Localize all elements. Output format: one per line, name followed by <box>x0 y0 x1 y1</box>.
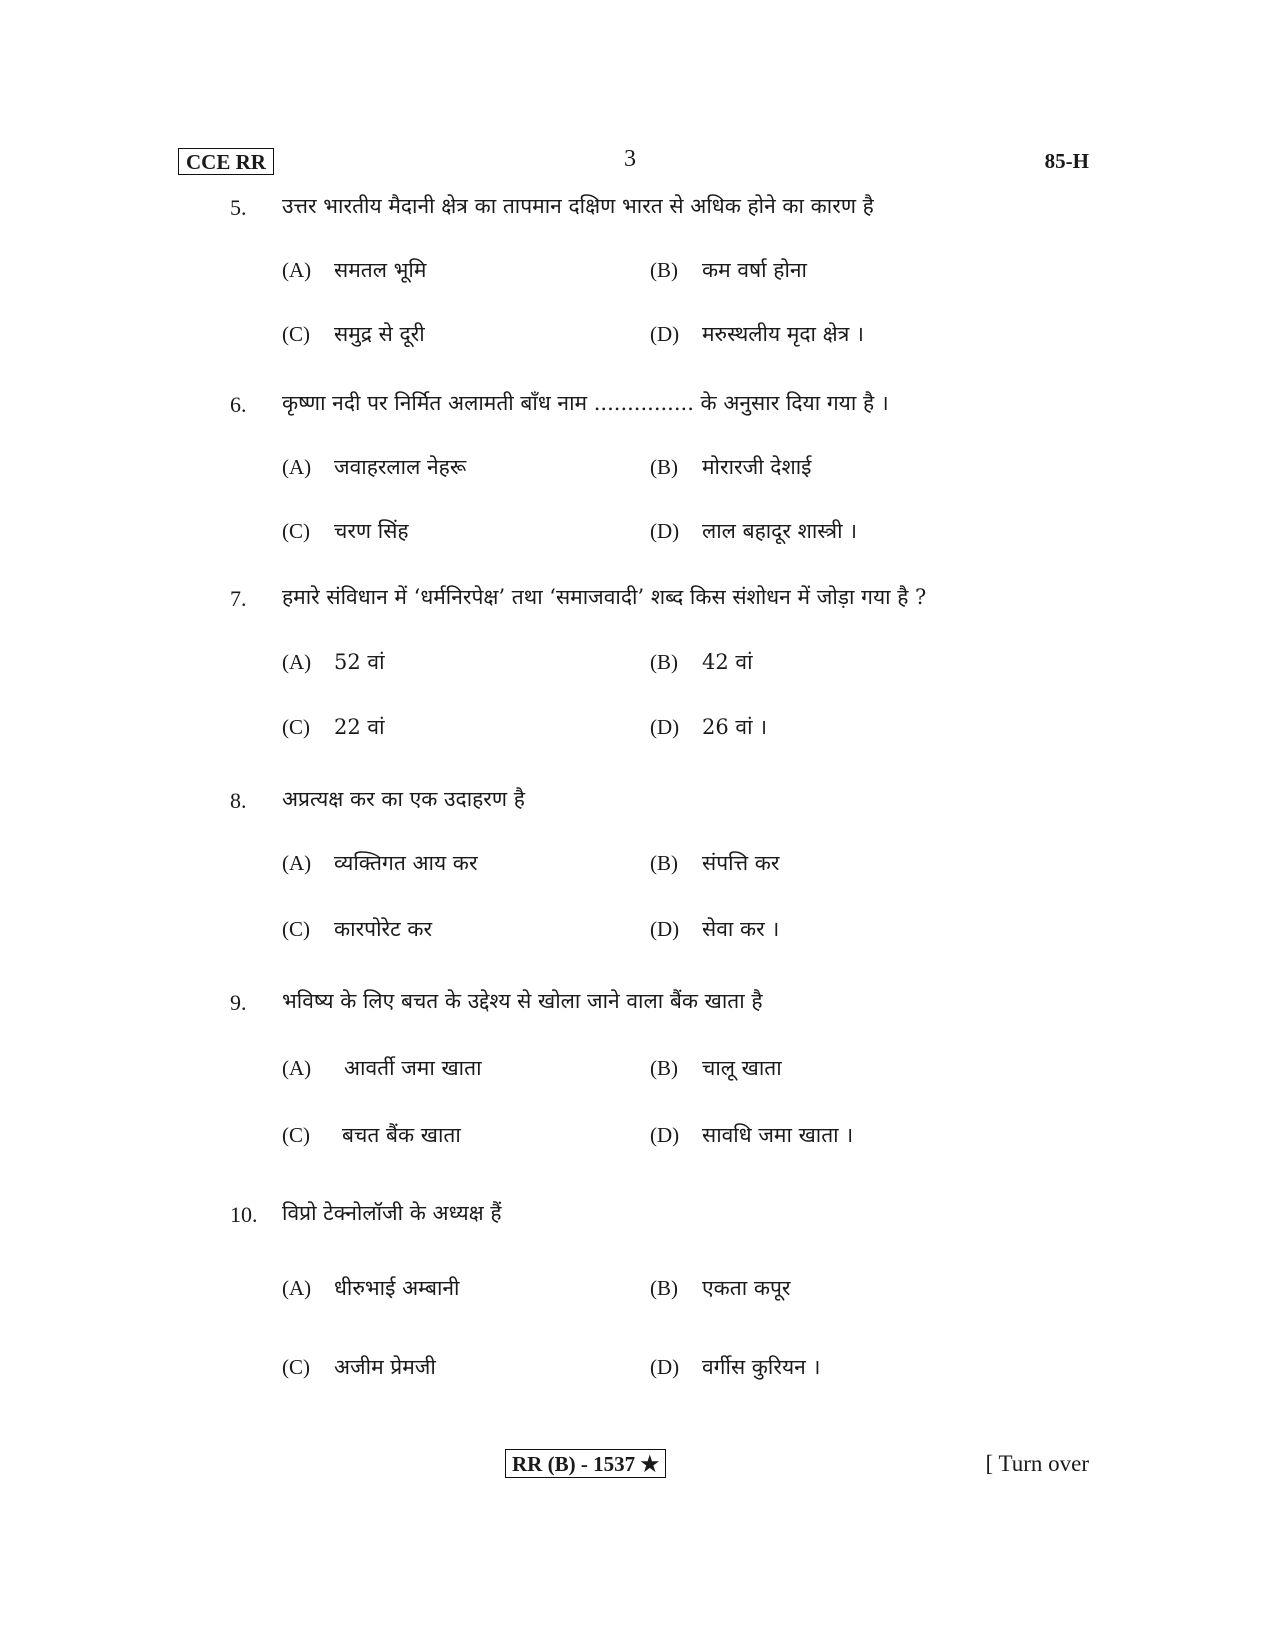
option-c <box>282 712 385 742</box>
option-letter: (C) <box>282 322 310 346</box>
option-text: समुद्र से दूरी <box>334 322 425 346</box>
option-d <box>650 319 864 349</box>
option-a <box>282 647 385 677</box>
option-text: कम वर्षा होना <box>702 258 807 282</box>
option-b <box>650 452 812 482</box>
option-d <box>650 1352 820 1382</box>
option-c <box>282 1120 461 1150</box>
option-a <box>282 848 478 878</box>
question-text: उत्तर भारतीय मैदानी क्षेत्र का तापमान दक्षिण भारत से अधिक होने का कारण है <box>282 194 874 218</box>
option-b <box>650 1053 782 1083</box>
option-letter: (A) <box>282 1276 312 1300</box>
question-number: 7. <box>230 586 247 611</box>
option-a <box>282 1053 482 1083</box>
option-text: चरण सिंह <box>334 519 409 543</box>
option-letter: (B) <box>650 650 678 674</box>
option-b <box>650 848 779 878</box>
option-text: समतल भूमि <box>334 258 427 282</box>
option-letter: (A) <box>282 455 312 479</box>
option-text: मरुस्थलीय मृदा क्षेत्र । <box>702 322 864 346</box>
option-text: एकता कपूर <box>702 1276 791 1300</box>
option-text: 42 वां <box>702 650 753 674</box>
question-number: 10. <box>230 1202 258 1227</box>
option-letter: (C) <box>282 917 310 941</box>
option-letter: (D) <box>650 322 680 346</box>
option-d <box>650 516 857 546</box>
option-a <box>282 452 466 482</box>
question-number: 5. <box>230 195 247 220</box>
option-d <box>650 1120 853 1150</box>
option-text: जवाहरलाल नेहरू <box>334 455 467 479</box>
question-text: विप्रो टेक्नोलॉजी के अध्यक्ष हैं <box>282 1201 502 1225</box>
question-number: 9. <box>230 990 247 1015</box>
option-c <box>282 319 425 349</box>
option-b <box>650 647 753 677</box>
option-text: अजीम प्रेमजी <box>334 1355 436 1379</box>
option-text: व्यक्तिगत आय कर <box>334 851 478 875</box>
option-letter: (C) <box>282 715 310 739</box>
option-c <box>282 914 432 944</box>
option-letter: (C) <box>282 519 310 543</box>
question-text: हमारे संविधान में ‘धर्मनिरपेक्ष’ तथा ‘समाजवादी’ शब्द किस संशोधन में जोड़ा गया है ? <box>282 585 927 609</box>
option-text: सेवा कर । <box>702 917 780 941</box>
question-text: कृष्णा नदी पर निर्मित अलामती बाँध नाम ............... के अनुसार दिया गया है । <box>282 391 889 415</box>
header-subject-code: 85-H <box>1044 149 1089 173</box>
option-c <box>282 516 409 546</box>
option-text: 22 वां <box>334 715 385 739</box>
option-letter: (C) <box>282 1355 310 1379</box>
option-text: कारपोरेट कर <box>334 917 433 941</box>
option-d <box>650 712 767 742</box>
option-a <box>282 1273 460 1303</box>
option-letter: (B) <box>650 851 678 875</box>
option-text: 26 वां । <box>702 715 768 739</box>
option-text: मोरारजी देशाई <box>702 455 812 479</box>
option-letter: (A) <box>282 258 312 282</box>
header-paper-code: CCE RR <box>178 148 274 175</box>
option-letter: (D) <box>650 1123 680 1147</box>
question-number: 8. <box>230 788 247 813</box>
option-letter: (B) <box>650 1276 678 1300</box>
question-text: अप्रत्यक्ष कर का एक उदाहरण है <box>282 787 525 811</box>
option-text: धीरुभाई अम्बानी <box>334 1276 460 1300</box>
option-c <box>282 1352 436 1382</box>
question-text: भविष्य के लिए बचत के उद्देश्य से खोला जाने वाला बैंक खाता है <box>282 989 763 1013</box>
option-d <box>650 914 779 944</box>
option-letter: (D) <box>650 715 680 739</box>
option-a <box>282 255 426 285</box>
option-letter: (D) <box>650 1355 680 1379</box>
option-text: सावधि जमा खाता । <box>702 1123 854 1147</box>
option-b <box>650 255 807 285</box>
option-letter: (A) <box>282 650 312 674</box>
option-text: 52 वां <box>334 650 385 674</box>
option-letter: (B) <box>650 455 678 479</box>
option-letter: (C) <box>282 1123 310 1147</box>
turn-over-note: [ Turn over <box>985 1451 1089 1476</box>
option-letter: (B) <box>650 258 678 282</box>
option-text: संपत्ति कर <box>702 851 780 875</box>
option-letter: (A) <box>282 851 312 875</box>
option-b <box>650 1273 790 1303</box>
option-text: लाल बहादूर शास्त्री । <box>702 519 858 543</box>
option-text: बचत बैंक खाता <box>342 1123 461 1147</box>
page-number: 3 <box>624 146 636 172</box>
option-letter: (D) <box>650 519 680 543</box>
option-text: आवर्ती जमा खाता <box>344 1056 482 1080</box>
option-letter: (B) <box>650 1056 678 1080</box>
footer-booklet-code: RR (B) - 1537 ★ <box>505 1449 666 1478</box>
option-text: वर्गीस कुरियन । <box>702 1355 821 1379</box>
option-text: चालू खाता <box>702 1056 782 1080</box>
option-letter: (A) <box>282 1056 312 1080</box>
question-number: 6. <box>230 392 247 417</box>
option-letter: (D) <box>650 917 680 941</box>
